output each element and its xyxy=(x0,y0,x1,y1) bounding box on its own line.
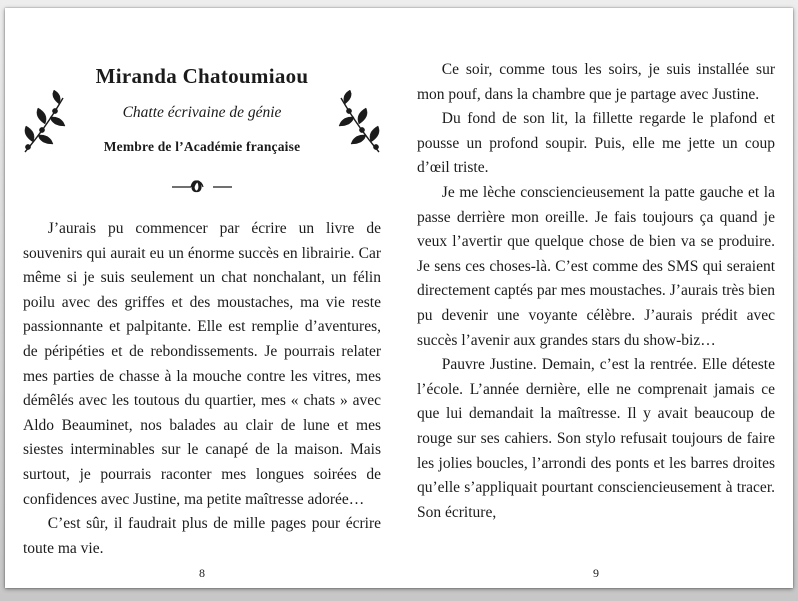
paragraph: Ce soir, comme tous les soirs, je suis installée sur mon pouf, dans la chambre que je partage avec Justine. xyxy=(417,61,775,103)
right-page xyxy=(399,8,793,588)
book-spread xyxy=(5,8,793,588)
chapter-affiliation: Membre de l’Académie française xyxy=(103,139,301,154)
chapter-title: Miranda Chatoumiaou xyxy=(95,64,309,88)
left-page-number: 8 xyxy=(199,566,205,580)
paragraph: C’est sûr, il faudrait plus de mille pages pour écrire toute ma vie. xyxy=(23,515,381,557)
paragraph: Pauvre Justine. Demain, c’est la rentrée. Elle déteste l’école. L’année dernière, elle ne comprenait jamais ce que lui demandait la maîtresse. Il y avait beaucoup de rouge sur ses cahiers. Son stylo refusait toujours de faire les jolies boucles, l’arrondi des ponts et les barres droites qu’elle s’appliquait pourtant consciencieusement à tracer. Son écriture, xyxy=(417,356,775,521)
chapter-header xyxy=(23,64,381,155)
paragraph: Je me lèche consciencieusement la patte gauche et la passe derrière mon oreille. Je fais toujours ça quand je veux l’avertir que quelque chose de bien va se produire. Je sens ces choses-là. C’est comme des SMS qui seraient directement captés par mes moustaches. J’aurais très bien pu devenir une voyante célèbre. J’aurais prédit avec succès l’avenir aux grandes stars du show-biz… xyxy=(417,183,775,349)
olive-branch-icon xyxy=(327,90,385,156)
olive-branch-icon xyxy=(19,90,77,156)
left-page-text xyxy=(23,217,381,561)
right-page-text xyxy=(417,58,775,525)
right-page-number: 9 xyxy=(593,566,599,580)
squiggle-rule-ornament-icon xyxy=(23,179,381,195)
chapter-subtitle: Chatte écrivaine de génie xyxy=(122,104,282,121)
left-page xyxy=(5,8,399,588)
paragraph: Du fond de son lit, la fillette regarde le plafond et pousse un profond soupir. Puis, elle me jette un coup d’œil triste. xyxy=(417,110,775,177)
paragraph: J’aurais pu commencer par écrire un livre de souvenirs qui aurait eu un énorme succès en librairie. Car même si je suis seulement un chat nonchalant, un félin poilu avec des griffes et des moustaches, ma vie reste passionnante et palpitante. Elle est remplie d’aventures, de péripéties et de rebondissements. Je pourrais relater mes parties de chasse à la mouche contre les vitres, mes démêlés avec les toutous du quartier, mes « chats » avec Aldo Beauminet, nos balades au clair de lune et mes siestes interminables sur le canapé de la maison. Mais surtout, je pourrais raconter mes longues soirées de confidences avec Justine, ma petite maîtresse adorée… xyxy=(23,220,381,508)
